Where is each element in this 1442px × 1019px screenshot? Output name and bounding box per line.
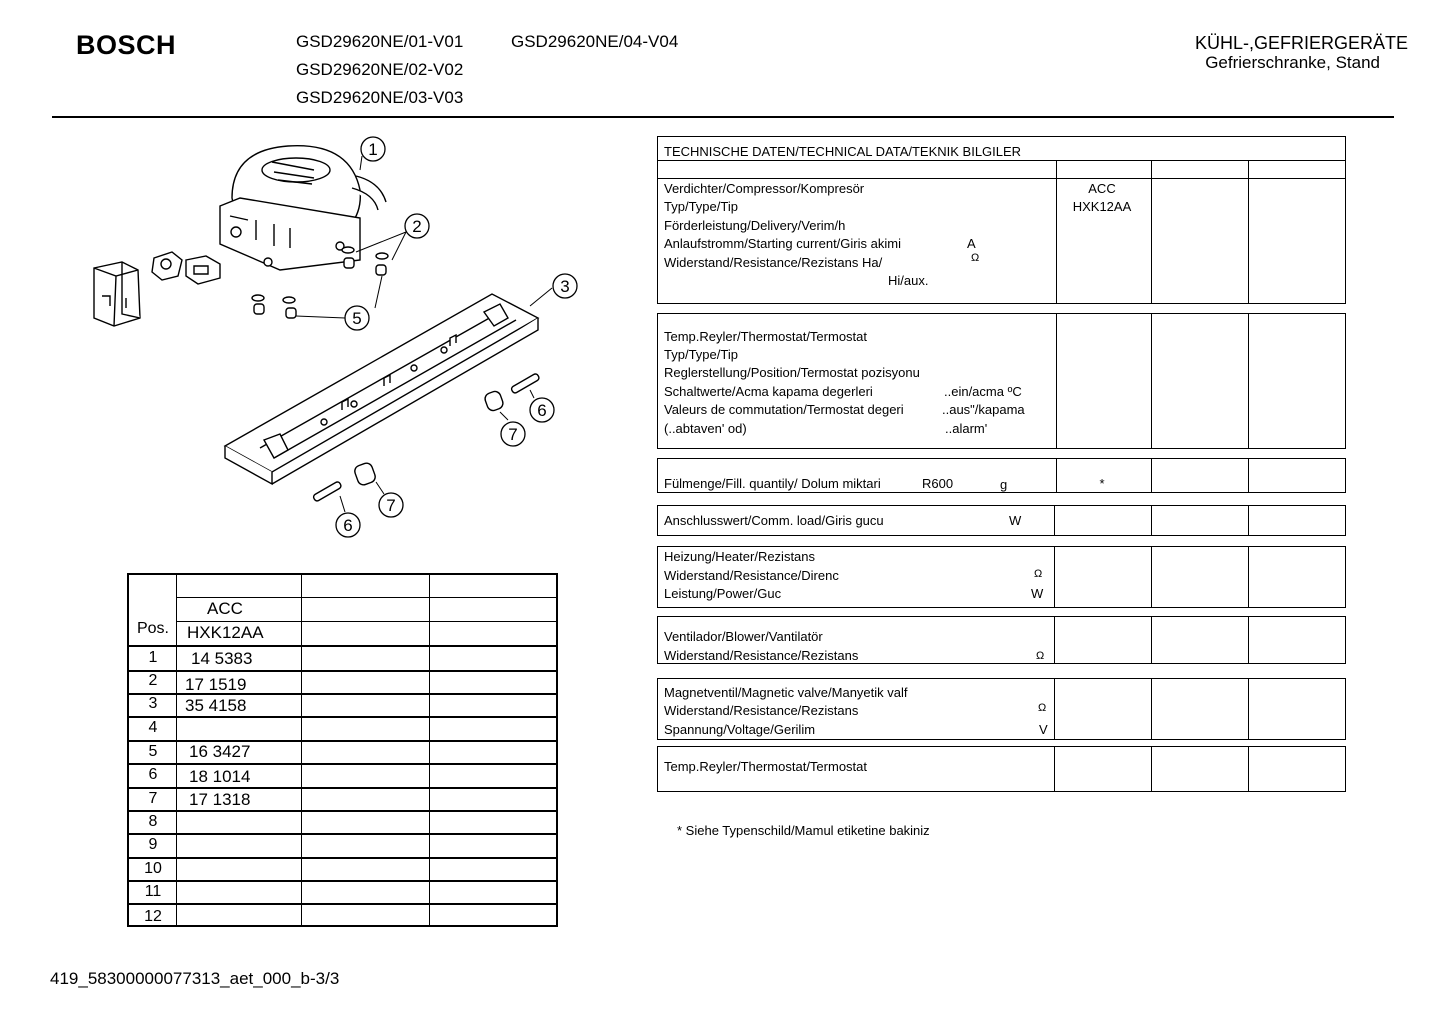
callout-6-lower: 6: [343, 516, 353, 535]
tech-thermostat-alarm-unit: ..alarm': [945, 421, 988, 436]
tech-heater-resistance-label: Widerstand/Resistance/Direnc: [664, 568, 839, 583]
brand-logo: BOSCH: [76, 30, 177, 60]
tech-load-label: Anschlusswert/Comm. load/Giris gucu: [664, 513, 884, 528]
parts-pos: 11: [144, 883, 162, 900]
header-divider: [52, 116, 1394, 118]
parts-number: 17 1318: [189, 790, 251, 809]
parts-number: 14 5383: [191, 649, 253, 668]
tech-heater-ohm: Ω: [1034, 568, 1043, 580]
tech-blower-block: [657, 616, 1346, 664]
tech-blower-ohm: Ω: [1036, 650, 1045, 662]
tech-fill-block: [657, 458, 1346, 493]
mounting-rail-illustration: [225, 294, 538, 484]
model-number-2: GSD29620NE/02-V02: [296, 60, 464, 79]
callout-2: 2: [412, 217, 422, 236]
type-plate-note: * Siehe Typenschild/Mamul etiketine bakiniz: [677, 823, 930, 838]
parts-pos: 12: [144, 908, 162, 925]
tech-compressor-current-label: Anlaufstromm/Starting current/Giris akimi: [664, 236, 901, 251]
callout-1: 1: [368, 140, 378, 159]
tech-fill-value: *: [1099, 476, 1105, 491]
tech-valve-block: [657, 678, 1346, 740]
parts-number: 18 1014: [189, 767, 251, 786]
tech-blower-label: Ventilador/Blower/Vantilatör: [664, 629, 823, 644]
tech-heater-label: Heizung/Heater/Rezistans: [664, 549, 816, 564]
tech-thermostat-position-label: Reglerstellung/Position/Termostat pozisyonu: [664, 365, 920, 380]
parts-number: 16 3427: [189, 742, 251, 761]
tech-compressor-type-label: Typ/Type/Tip: [664, 199, 738, 214]
tech-fill-label: Fülmenge/Fill. quantily/ Dolum miktari: [664, 476, 881, 491]
parts-pos-header: Pos.: [136, 620, 169, 637]
tech-compressor-delivery-label: Förderleistung/Delivery/Verim/h: [664, 218, 846, 233]
parts-pos: 1: [148, 649, 158, 666]
callout-6: 6: [537, 401, 547, 420]
parts-col-header-compressor: ACC: [207, 599, 243, 618]
model-number-3: GSD29620NE/03-V03: [296, 88, 464, 107]
tech-valve-voltage-label: Spannung/Voltage/Gerilim: [664, 722, 816, 737]
tech-fill-refrigerant: R600: [922, 476, 954, 491]
model-number-4: GSD29620NE/04-V04: [511, 32, 679, 51]
callout-3: 3: [560, 277, 570, 296]
parts-pos: 4: [148, 719, 158, 736]
relay-illustration: [94, 252, 220, 326]
tech-valve-volt: V: [1039, 722, 1048, 737]
tech-data-title-box: [657, 136, 1346, 161]
document-id: 419_58300000077313_aet_000_b-3/3: [50, 969, 340, 988]
callout-7-lower: 7: [386, 496, 396, 515]
tech-load-unit: W: [1009, 513, 1022, 528]
parts-pos: 6: [148, 766, 158, 783]
callout-5: 5: [352, 309, 362, 328]
tech-thermostat2-block: [657, 746, 1346, 792]
tech-load-block: [657, 505, 1346, 536]
tech-valve-ohm: Ω: [1038, 702, 1047, 714]
parts-col-header-type: HXK12AA: [187, 623, 264, 642]
tech-thermostat-switch-label: Schaltwerte/Acma kapama degerleri: [664, 384, 873, 399]
tech-data-title: TECHNISCHE DATEN/TECHNICAL DATA/TEKNIK BILGILER: [664, 144, 1022, 159]
tech-compressor-value: ACC: [1088, 181, 1116, 196]
parts-number: 35 4158: [185, 696, 247, 715]
tech-thermostat-on-unit: ..ein/acma ºC: [944, 384, 1022, 399]
tech-thermostat-label: Temp.Reyler/Thermostat/Termostat: [664, 329, 868, 344]
category-subtitle: Gefrierschranke, Stand: [1205, 53, 1380, 72]
tech-valve-label: Magnetventil/Magnetic valve/Manyetik valf: [664, 685, 908, 700]
parts-number: 17 1519: [185, 675, 247, 694]
tech-compressor-block: [657, 178, 1346, 304]
parts-pos: 5: [148, 743, 158, 760]
parts-pos: 10: [144, 860, 162, 877]
tech-heater-power-label: Leistung/Power/Guc: [664, 586, 782, 601]
tech-heater-watt: W: [1031, 586, 1044, 601]
parts-pos: 9: [148, 836, 158, 853]
tech-thermostat-block: [657, 313, 1346, 449]
tech-valve-resistance-label: Widerstand/Resistance/Rezistans: [664, 703, 859, 718]
tech-thermostat-values-label: Valeurs de commutation/Termostat degeri: [664, 402, 904, 417]
callout-7: 7: [508, 425, 518, 444]
parts-table: [127, 573, 558, 927]
tech-compressor-aux-label: Hi/aux.: [888, 273, 929, 288]
tech-thermostat-defrost-label: (..abtaven' od): [664, 421, 747, 436]
compressor-exploded-drawing: [60, 128, 600, 548]
tech-compressor-resistance-label: Widerstand/Resistance/Rezistans Ha/: [664, 255, 883, 270]
tech-unit-ohm: Ω: [971, 252, 980, 264]
tech-heater-block: [657, 546, 1346, 608]
parts-pos: 7: [148, 790, 158, 807]
tech-blower-resistance-label: Widerstand/Resistance/Rezistans: [664, 648, 859, 663]
model-number-1: GSD29620NE/01-V01: [296, 32, 464, 51]
parts-pos: 8: [148, 813, 158, 830]
parts-pos: 2: [148, 672, 158, 689]
tech-compressor-type-value: HXK12AA: [1072, 199, 1132, 214]
tech-fill-unit: g: [1000, 477, 1008, 492]
tech-thermostat-type-label: Typ/Type/Tip: [664, 347, 738, 362]
category-title: KÜHL-,GEFRIERGERÄTE: [1194, 33, 1408, 53]
tech-thermostat-off-unit: ..aus"/kapama: [942, 402, 1025, 417]
tech-thermostat2-label: Temp.Reyler/Thermostat/Termostat: [664, 759, 868, 774]
parts-pos: 3: [148, 695, 158, 712]
tech-compressor-label: Verdichter/Compressor/Kompresör: [664, 181, 865, 196]
tech-data-header-row: [657, 160, 1346, 179]
tech-unit-ampere: A: [967, 236, 976, 251]
